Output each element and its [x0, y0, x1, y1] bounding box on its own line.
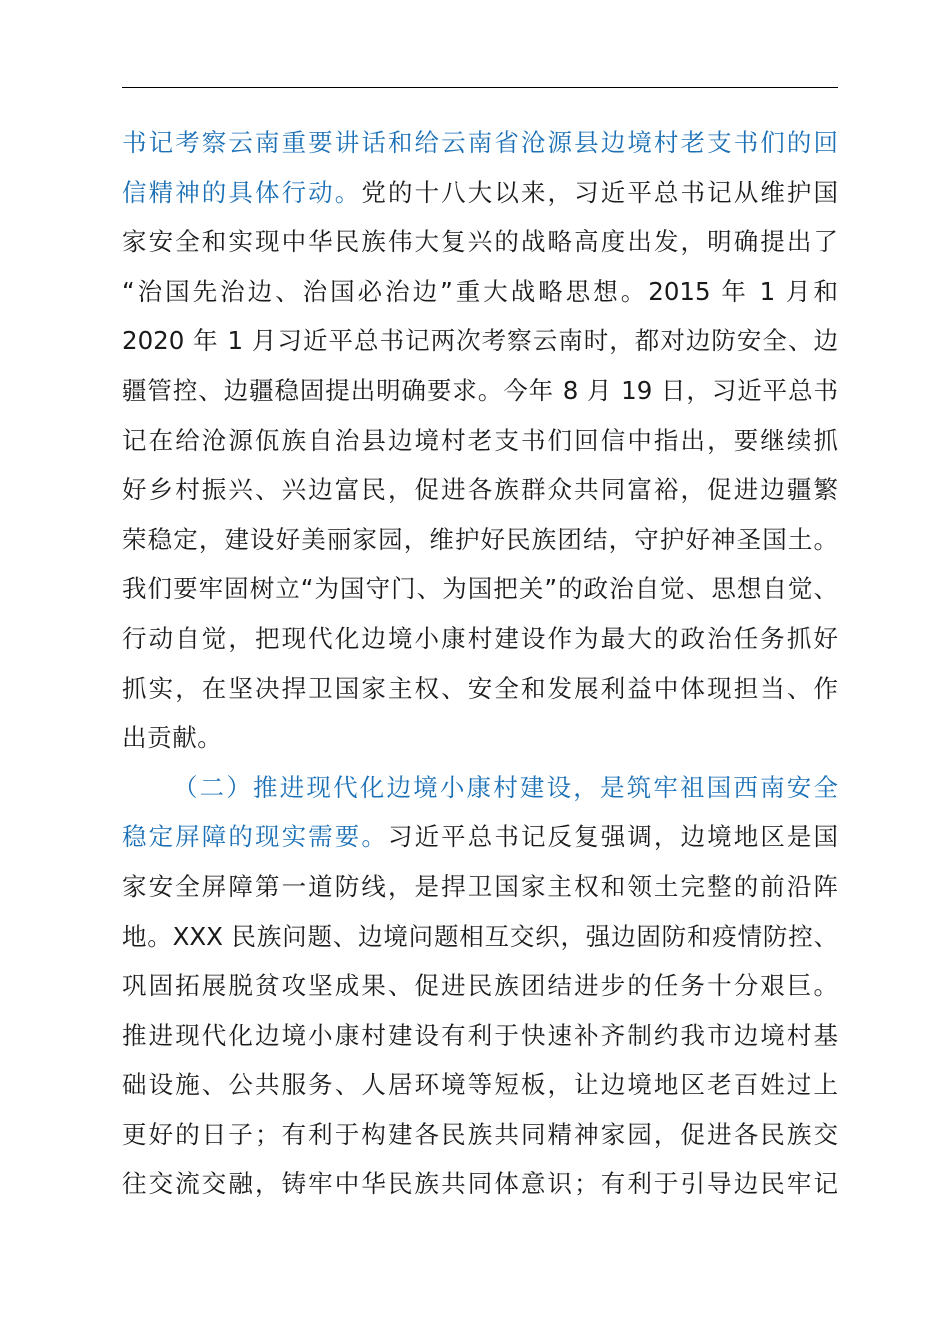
- text-line: [122, 1011, 838, 1061]
- header-rule: [122, 87, 838, 88]
- body-text-span: 习近平总书记反复强调，边境地区是国: [387, 822, 839, 852]
- body-text-span: 我们要牢固树立“为国守门、为国把关”的政治自觉、思想自觉、: [122, 574, 838, 604]
- body-text-span: 巩固拓展脱贫攻坚成果、促进民族团结进步的任务十分艰巨。: [122, 971, 838, 1001]
- highlighted-text: （二）推进现代化边境小康村建设，是筑牢祖国西南安全: [173, 772, 838, 802]
- highlighted-text: 书记考察云南重要讲话和给云南省沧源县边境村老支书们的回: [122, 128, 838, 157]
- text-line: [122, 564, 838, 614]
- body-text-span: 地。XXX 民族问题、边境问题相互交织，强边固防和疫情防控、: [122, 921, 838, 951]
- body-text-span: 出贡献。: [122, 723, 223, 753]
- body-text-span: “治国先治边、治国必治边”重大战略思想。2015 年 1 月和: [122, 276, 838, 306]
- body-text-span: 党的十八大以来，习近平总书记从维护国: [361, 177, 839, 207]
- text-line: [122, 515, 838, 565]
- body-text-span: 行动自觉，把现代化边境小康村建设作为最大的政治任务抓好: [122, 623, 838, 653]
- highlighted-text: 信精神的具体行动。: [122, 177, 362, 207]
- text-line: [122, 812, 838, 862]
- document-body: [122, 118, 838, 1209]
- body-text-span: 推进现代化边境小康村建设有利于快速补齐制约我市边境村基: [122, 1020, 838, 1050]
- text-line: [122, 1110, 838, 1160]
- text-line: [122, 1159, 838, 1209]
- body-text-span: 家安全和实现中华民族伟大复兴的战略高度出发，明确提出了: [122, 227, 838, 257]
- text-line: [122, 416, 838, 466]
- text-line: [122, 961, 838, 1011]
- text-line: [122, 1060, 838, 1110]
- text-line: [122, 763, 838, 813]
- text-line: [122, 366, 838, 416]
- body-text-span: 2020 年 1 月习近平总书记两次考察云南时，都对边防安全、边: [122, 326, 838, 356]
- text-line: [122, 862, 838, 912]
- text-line: [122, 465, 838, 515]
- body-text-span: 好乡村振兴、兴边富民，促进各族群众共同富裕，促进边疆繁: [122, 475, 838, 505]
- body-text-span: 往交流交融，铸牢中华民族共同体意识；有利于引导边民牢记: [122, 1169, 838, 1199]
- text-line: [122, 912, 838, 962]
- text-line: [122, 217, 838, 267]
- text-line: [122, 713, 838, 763]
- body-text-span: 荣稳定，建设好美丽家园，维护好民族团结，守护好神圣国土。: [122, 524, 838, 554]
- body-text-span: 疆管控、边疆稳固提出明确要求。今年 8 月 19 日，习近平总书: [122, 375, 838, 405]
- text-line: [122, 316, 838, 366]
- body-text-span: 抓实，在坚决捍卫国家主权、安全和发展利益中体现担当、作: [122, 673, 838, 703]
- body-text-span: 础设施、公共服务、人居环境等短板，让边境地区老百姓过上: [122, 1070, 838, 1100]
- text-line: [122, 267, 838, 317]
- text-line: [122, 614, 838, 664]
- body-text-span: 记在给沧源佤族自治县边境村老支书们回信中指出，要继续抓: [122, 425, 838, 455]
- text-line: [122, 168, 838, 218]
- body-text-span: 更好的日子；有利于构建各民族共同精神家园，促进各民族交: [122, 1119, 838, 1149]
- text-line: [122, 664, 838, 714]
- body-text-span: 家安全屏障第一道防线，是捍卫国家主权和领土完整的前沿阵: [122, 871, 838, 901]
- highlighted-text: 稳定屏障的现实需要。: [122, 822, 388, 852]
- text-line: [122, 118, 838, 168]
